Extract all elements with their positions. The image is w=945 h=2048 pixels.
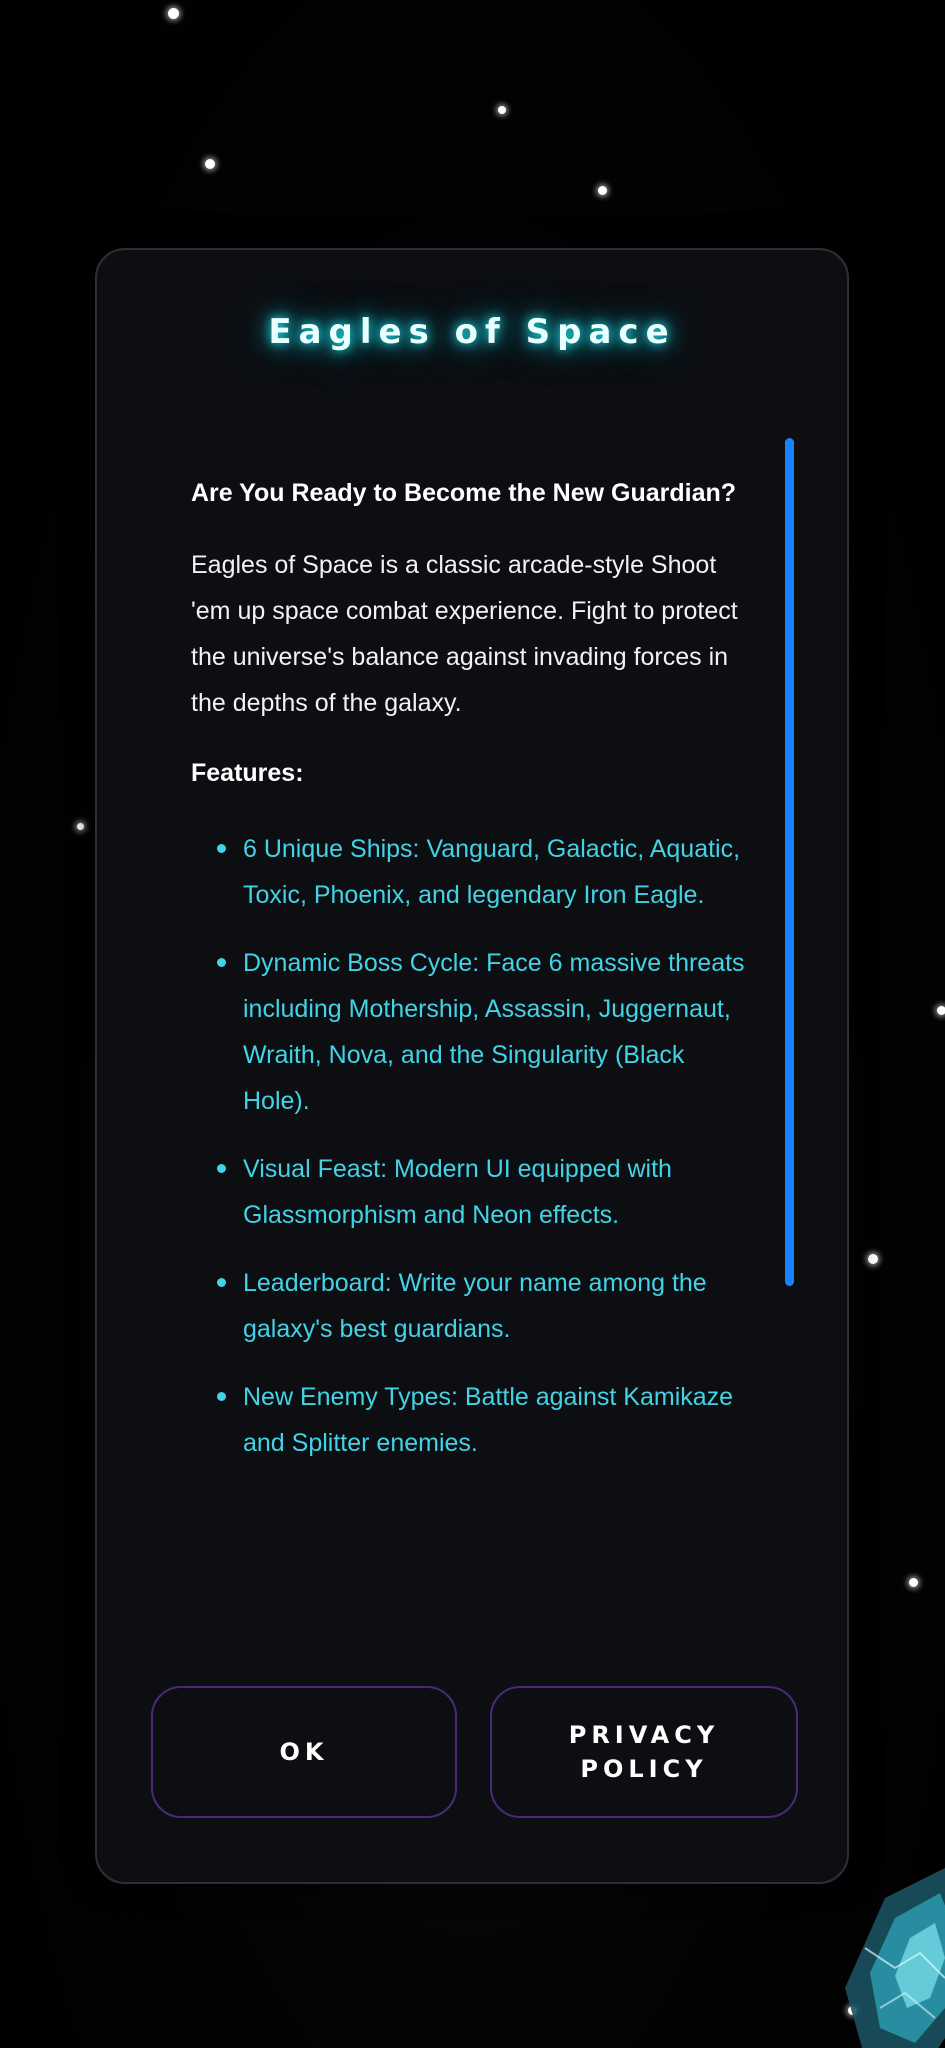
info-dialog (95, 248, 849, 1884)
feature-item (243, 1260, 751, 1352)
bullet-dot-icon (217, 958, 226, 967)
star (909, 1578, 918, 1587)
feature-text: Visual Feast: Modern UI equipped with Glassmorphism and Neon effects. (243, 1155, 672, 1229)
spaceship-icon (825, 1858, 945, 2048)
star (77, 823, 84, 830)
bullet-dot-icon (217, 1392, 226, 1401)
bullet-dot-icon (217, 1278, 226, 1287)
feature-item (243, 940, 751, 1124)
star (168, 8, 179, 19)
bullet-dot-icon (217, 844, 226, 853)
privacy-policy-button[interactable] (490, 1686, 798, 1818)
privacy-policy-button-label: PRIVACY POLICY (568, 1721, 720, 1783)
star (937, 1006, 945, 1015)
feature-item (243, 1374, 751, 1466)
star (205, 159, 215, 169)
scrollbar-thumb[interactable] (785, 438, 794, 1286)
ok-button[interactable] (151, 1686, 457, 1818)
feature-text: 6 Unique Ships: Vanguard, Galactic, Aquatic, Toxic, Phoenix, and legendary Iron Eagle. (243, 835, 741, 909)
feature-text: Leaderboard: Write your name among the galaxy's best guardians. (243, 1269, 707, 1343)
feature-text: Dynamic Boss Cycle: Face 6 massive threats including Mothership, Assassin, Juggernaut, Wraith, Nova, and the Singularity (Black Hole). (243, 949, 745, 1115)
star (868, 1254, 878, 1264)
features-list (191, 826, 751, 1466)
feature-item (243, 826, 751, 918)
star (598, 186, 607, 195)
bullet-dot-icon (217, 1164, 226, 1173)
feature-text: New Enemy Types: Battle against Kamikaze and Splitter enemies. (243, 1383, 734, 1457)
feature-item (243, 1146, 751, 1238)
intro-paragraph: Eagles of Space is a classic arcade-style Shoot 'em up space combat experience. Fight to protect the universe's balance against invading forces in the depths of the galaxy. (191, 551, 738, 717)
features-heading: Features: (191, 759, 304, 787)
game-title: Eagles of Space (268, 312, 676, 352)
intro-heading: Are You Ready to Become the New Guardian? (191, 479, 737, 507)
dialog-scroll-content[interactable] (191, 470, 751, 1870)
ok-button-label: OK (279, 1738, 329, 1766)
star (498, 106, 506, 114)
